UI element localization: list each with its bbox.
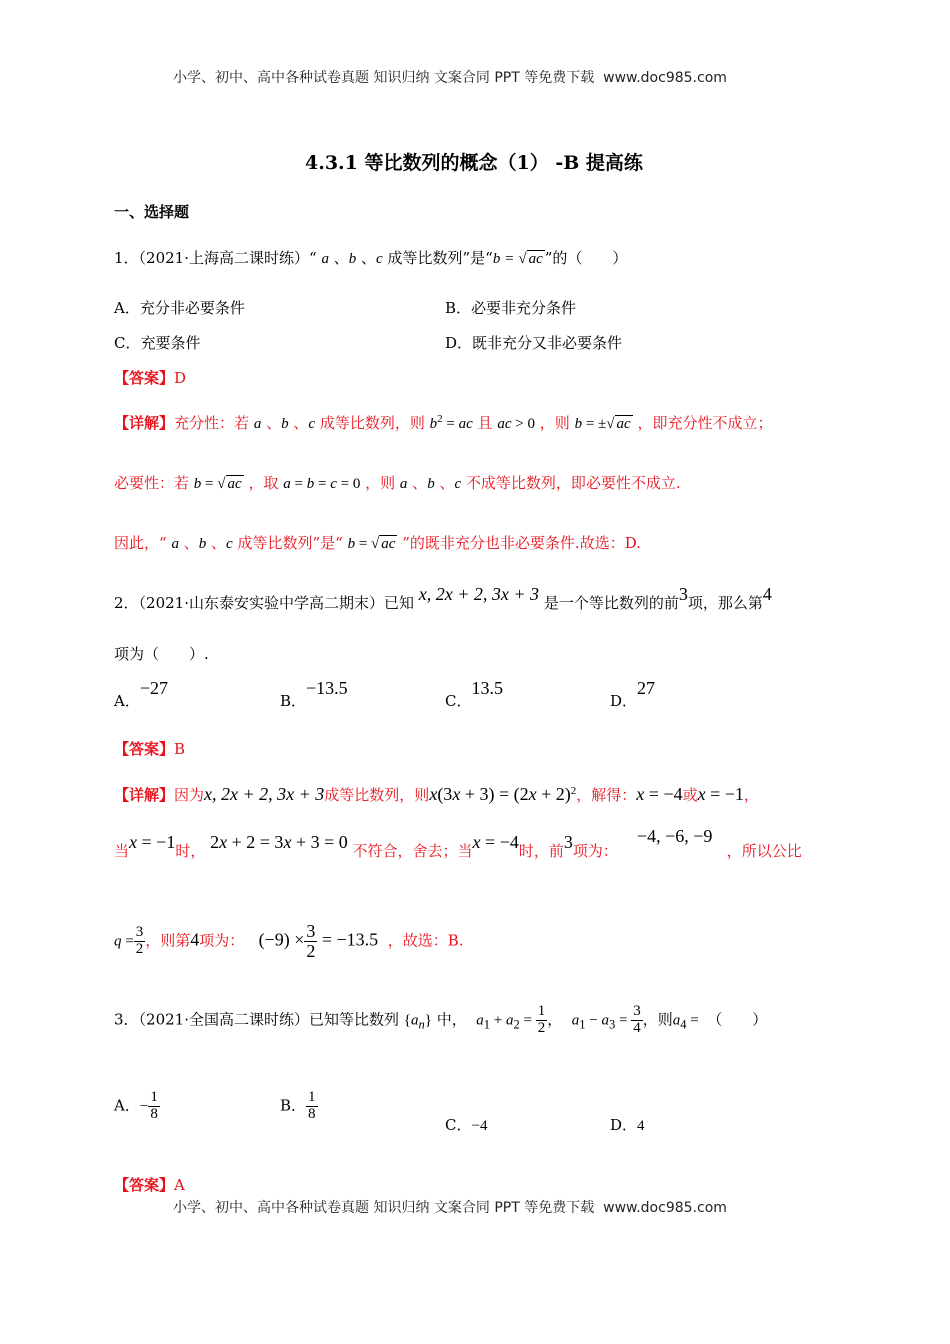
q2-option-a: A．−27 — [114, 678, 168, 710]
q1-detail-line3: 因此，“ a 、b 、c 成等比数列”是“ b = √ ac ”的既非充分也非必要条件.故选：D. — [114, 534, 641, 552]
q3-option-d: D．4 — [610, 1116, 645, 1134]
q1-option-a: A．充分非必要条件 — [114, 299, 245, 317]
header-url[interactable]: www.doc985.com — [603, 70, 727, 86]
page-title: 4.3.1 等比数列的概念（1） -B 提高练 — [305, 152, 643, 174]
section-heading: 一、选择题 — [114, 203, 190, 221]
q2-option-c: C．13.5 — [445, 678, 503, 710]
q2-detail-line2: 当x = −1时， 2x + 2 = 3x + 3 = 0 不符合，舍去；当x = −4时，前3项为： −4, −6, −9 ，所以公比 — [114, 826, 802, 860]
q3-answer: 【答案】A — [114, 1176, 185, 1194]
q1-detail-line2: 必要性：若 b = √ ac ，取 a = b = c = 0 ，则 a 、b 、c 不成等比数列，即必要性不成立. — [114, 474, 681, 492]
page-footer: 小学、初中、高中各种试卷真题 知识归纳 文案合同 PPT 等免费下载 www.doc985.com — [173, 1200, 727, 1216]
q2-answer: 【答案】B — [114, 740, 186, 758]
q1-option-d: D．既非充分又非必要条件 — [445, 334, 623, 352]
q3-option-b: B． $\frac{1}{8}$ — [280, 1089, 316, 1122]
q2-detail-line3: q = $\frac{3}{2}$ ，则第4项为： (−9) × $\frac{3}{2}$ = −13.5 ，故选：B. — [114, 921, 464, 961]
q1-stem: 1．（2021·上海高二课时练）“ a 、b 、c 成等比数列”是“b = √ ac ”的（ ） — [114, 249, 628, 267]
q1-answer: 【答案】D — [114, 369, 187, 387]
q3-option-a: A．− $\frac{1}{8}$ — [114, 1089, 158, 1122]
q1-detail-line1: 【详解】充分性：若 a 、b 、c 成等比数列，则 $b^2$ = ac 且 ac > 0 ，则 b = ±√ ac ，即充分性不成立； — [114, 413, 773, 432]
q2-option-b: B．−13.5 — [280, 678, 348, 710]
q3-stem: 3．（2021·全国高二课时练）已知等比数列 $\{a_n\}$ 中， $a_1 + a_2$ = $\frac{1}{2}$ ， $a_1 - a_3$ = $\frac{3}{4}$ ，则$a_4$ = （ ） — [114, 1003, 768, 1036]
q3-option-c: C．−4 — [445, 1116, 488, 1134]
q2-stem: 2．（2021·山东泰安实验中学高二期末）已知 x, 2x + 2, 3x + 3 是一个等比数列的前3项，那么第4 — [114, 584, 772, 612]
q2-detail-line1: 【详解】因为x, 2x + 2, 3x + 3成等比数列，则$x(3x + 3) = (2x + 2)^2$，解得：x = −4或x = −1， — [114, 784, 759, 804]
page-header: 小学、初中、高中各种试卷真题 知识归纳 文案合同 PPT 等免费下载 www.doc985.com — [173, 70, 727, 86]
q1-option-c: C．充要条件 — [114, 334, 201, 352]
q2-stem-cont: 项为（ ）. — [114, 645, 209, 663]
q2-option-d: D．27 — [610, 678, 656, 710]
footer-url[interactable]: www.doc985.com — [603, 1200, 727, 1216]
q1-option-b: B．必要非充分条件 — [445, 299, 577, 317]
